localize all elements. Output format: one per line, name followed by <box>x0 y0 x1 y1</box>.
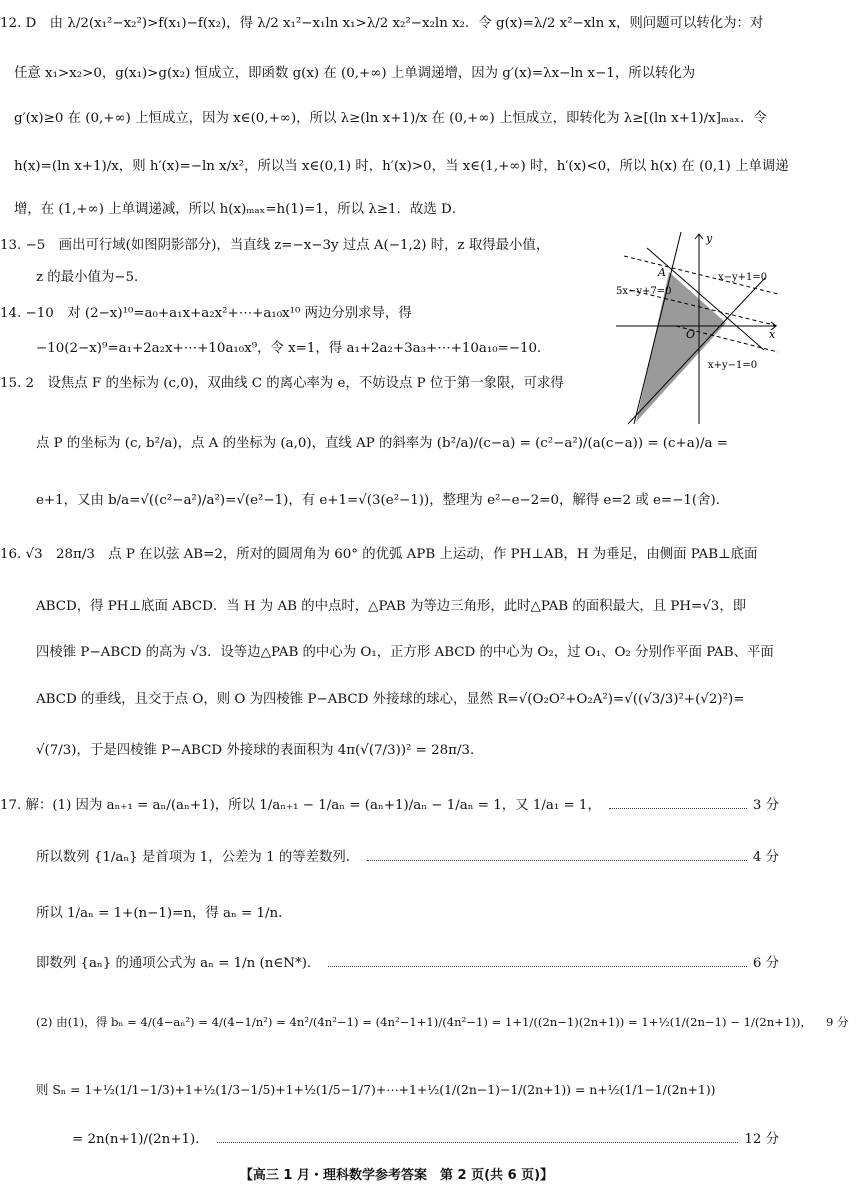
p16-line-5: √(7/3)，于是四棱锥 P−ABCD 外接球的表面积为 4π(√(7/3))² = 28π/3． <box>36 743 484 758</box>
p14-line-2: −10(2−x)⁹=a₁+2a₂x+⋯+10a₁₀x⁹，令 x=1，得 a₁+2a₂+3a₃+⋯+10a₁₀=−10． <box>36 341 551 356</box>
y-axis-label: y <box>706 232 713 245</box>
p16-line-2: ABCD，得 PH⊥底面 ABCD．当 H 为 AB 的中点时，△PAB 为等边三角形，此时△PAB 的面积最大，且 PH=√3，即 <box>36 599 747 614</box>
p12-line-4: h(x)=(ln x+1)/x，则 h′(x)=−ln x/x²，所以当 x∈(0,1) 时，h′(x)>0，当 x∈(1,+∞) 时，h′(x)<0，所以 h(x) 在 (0,1) 上单调递 <box>14 159 789 174</box>
line-label-5x-y-7: 5x−y+7=0 <box>616 286 672 297</box>
p12-line-3: g′(x)≥0 在 (0,+∞) 上恒成立，因为 x∈(0,+∞)，所以 λ≥(ln x+1)/x 在 (0,+∞) 上恒成立，即转化为 λ≥[(ln x+1)/x]ₘₐₓ．令 <box>14 111 767 126</box>
p14-line-1: 14. −10 对 (2−x)¹⁰=a₀+a₁x+a₂x²+⋯+a₁₀x¹⁰ 两边分别求导，得 <box>0 306 412 321</box>
p15-line-3: e+1，又由 b/a=√((c²−a²)/a²)=√(e²−1)，有 e+1=√(3(e²−1))，整理为 e²−e−2=0，解得 e=2 或 e=−1(舍)． <box>36 493 730 508</box>
p12-line-5: 增，在 (1,+∞) 上单调递减，所以 h(x)ₘₐₓ=h(1)=1，所以 λ≥1．故选 D． <box>14 202 466 217</box>
p17-line-1 <box>0 796 793 816</box>
p15-line-1: 15. 2 设焦点 F 的坐标为 (c,0)，双曲线 C 的离心率为 e，不妨设点 P 位于第一象限，可求得 <box>0 376 564 391</box>
p17-line-5 <box>36 1012 849 1032</box>
leader-dots <box>367 859 747 861</box>
score-mark: 12 分 <box>744 1132 779 1147</box>
line-label-x+y-1: x+y−1=0 <box>708 360 758 371</box>
p15-line-2: 点 P 的坐标为 (c, b²/a)，点 A 的坐标为 (a,0)，直线 AP 的斜率为 (b²/a)/(c−a) = (c²−a²)/(a(c−a)) = (c+a)/a = <box>36 436 728 451</box>
p17-line-1-text: 17. 解：(1) 因为 aₙ₊₁ = aₙ/(aₙ+1)，所以 1/aₙ₊₁ − 1/aₙ = (aₙ+1)/aₙ − 1/aₙ = 1，又 1/a₁ = 1， <box>0 798 601 813</box>
score-mark: 6 分 <box>752 956 779 971</box>
score-mark: 4 分 <box>752 850 779 865</box>
page-footer: 【高三 1 月・理科数学参考答案 第 2 页(共 6 页)】 <box>239 1168 554 1183</box>
p13-line-1: 13. −5 画出可行域(如图阴影部分)，当直线 z=−x−3y 过点 A(−1,2) 时，z 取得最小值， <box>0 238 550 253</box>
p17-line-5-text: (2) 由(1)，得 bₙ = 4/(4−aₙ²) = 4/(4−1/n²) = 4n²/(4n²−1) = (4n²−1+1)/(4n²−1) = 1+1/((2n−1)(2n+1)) = 1+½(1/(2n−1) − 1/(2n+1))， <box>36 1015 812 1029</box>
score-mark: 9 分 <box>826 1015 849 1029</box>
point-a-label: A <box>658 266 666 279</box>
line-label-x-y-1: x−y+1=0 <box>718 272 768 283</box>
x-axis-label: x <box>769 328 776 341</box>
p17-line-4 <box>36 954 793 974</box>
leader-dots <box>328 965 747 967</box>
origin-label: O <box>686 328 696 341</box>
feasible-region-figure <box>614 230 782 426</box>
p17-line-2-text: 所以数列 {1/aₙ} 是首项为 1，公差为 1 的等差数列． <box>36 850 360 865</box>
p17-line-6: 则 Sₙ = 1+½(1/1−1/3)+1+½(1/3−1/5)+1+½(1/5−1/7)+⋯+1+½(1/(2n−1)−1/(2n+1)) = n+½(1/1−1/(2n+1)) <box>36 1082 716 1097</box>
leader-dots <box>609 807 747 809</box>
p17-line-3: 所以 1/aₙ = 1+(n−1)=n，得 aₙ = 1/n． <box>36 906 292 921</box>
p16-line-1: 16. √3 28π/3 点 P 在以弦 AB=2，所对的圆周角为 60° 的优弧 APB 上运动，作 PH⊥AB，H 为垂足，由侧面 PAB⊥底面 <box>0 547 758 562</box>
p12-line-2: 任意 x₁>x₂>0，g(x₁)>g(x₂) 恒成立，即函数 g(x) 在 (0,+∞) 上单调递增，因为 g′(x)=λx−ln x−1，所以转化为 <box>14 66 696 81</box>
p17-line-4-text: 即数列 {aₙ} 的通项公式为 aₙ = 1/n (n∈N*)． <box>36 956 321 971</box>
p16-line-4: ABCD 的垂线，且交于点 O，则 O 为四棱锥 P−ABCD 外接球的球心，显然 R=√(O₂O²+O₂A²)=√((√3/3)²+(√2)²)= <box>36 692 745 707</box>
leader-dots <box>217 1141 739 1143</box>
score-mark: 3 分 <box>752 798 779 813</box>
p13-line-2: z 的最小值为−5． <box>36 270 148 285</box>
p17-line-7 <box>72 1130 793 1150</box>
p17-line-2 <box>36 848 793 868</box>
p17-line-7-text: = 2n(n+1)/(2n+1)． <box>72 1132 209 1147</box>
p16-line-3: 四棱锥 P−ABCD 的高为 √3．设等边△PAB 的中心为 O₁，正方形 ABCD 的中心为 O₂，过 O₁、O₂ 分别作平面 PAB、平面 <box>36 645 774 660</box>
p12-line-1: 12. D 由 λ/2(x₁²−x₂²)>f(x₁)−f(x₂)，得 λ/2 x₁²−x₁ln x₁>λ/2 x₂²−x₂ln x₂．令 g(x)=λ/2 x²−xln x，则问题可以转化为：对 <box>0 16 764 31</box>
